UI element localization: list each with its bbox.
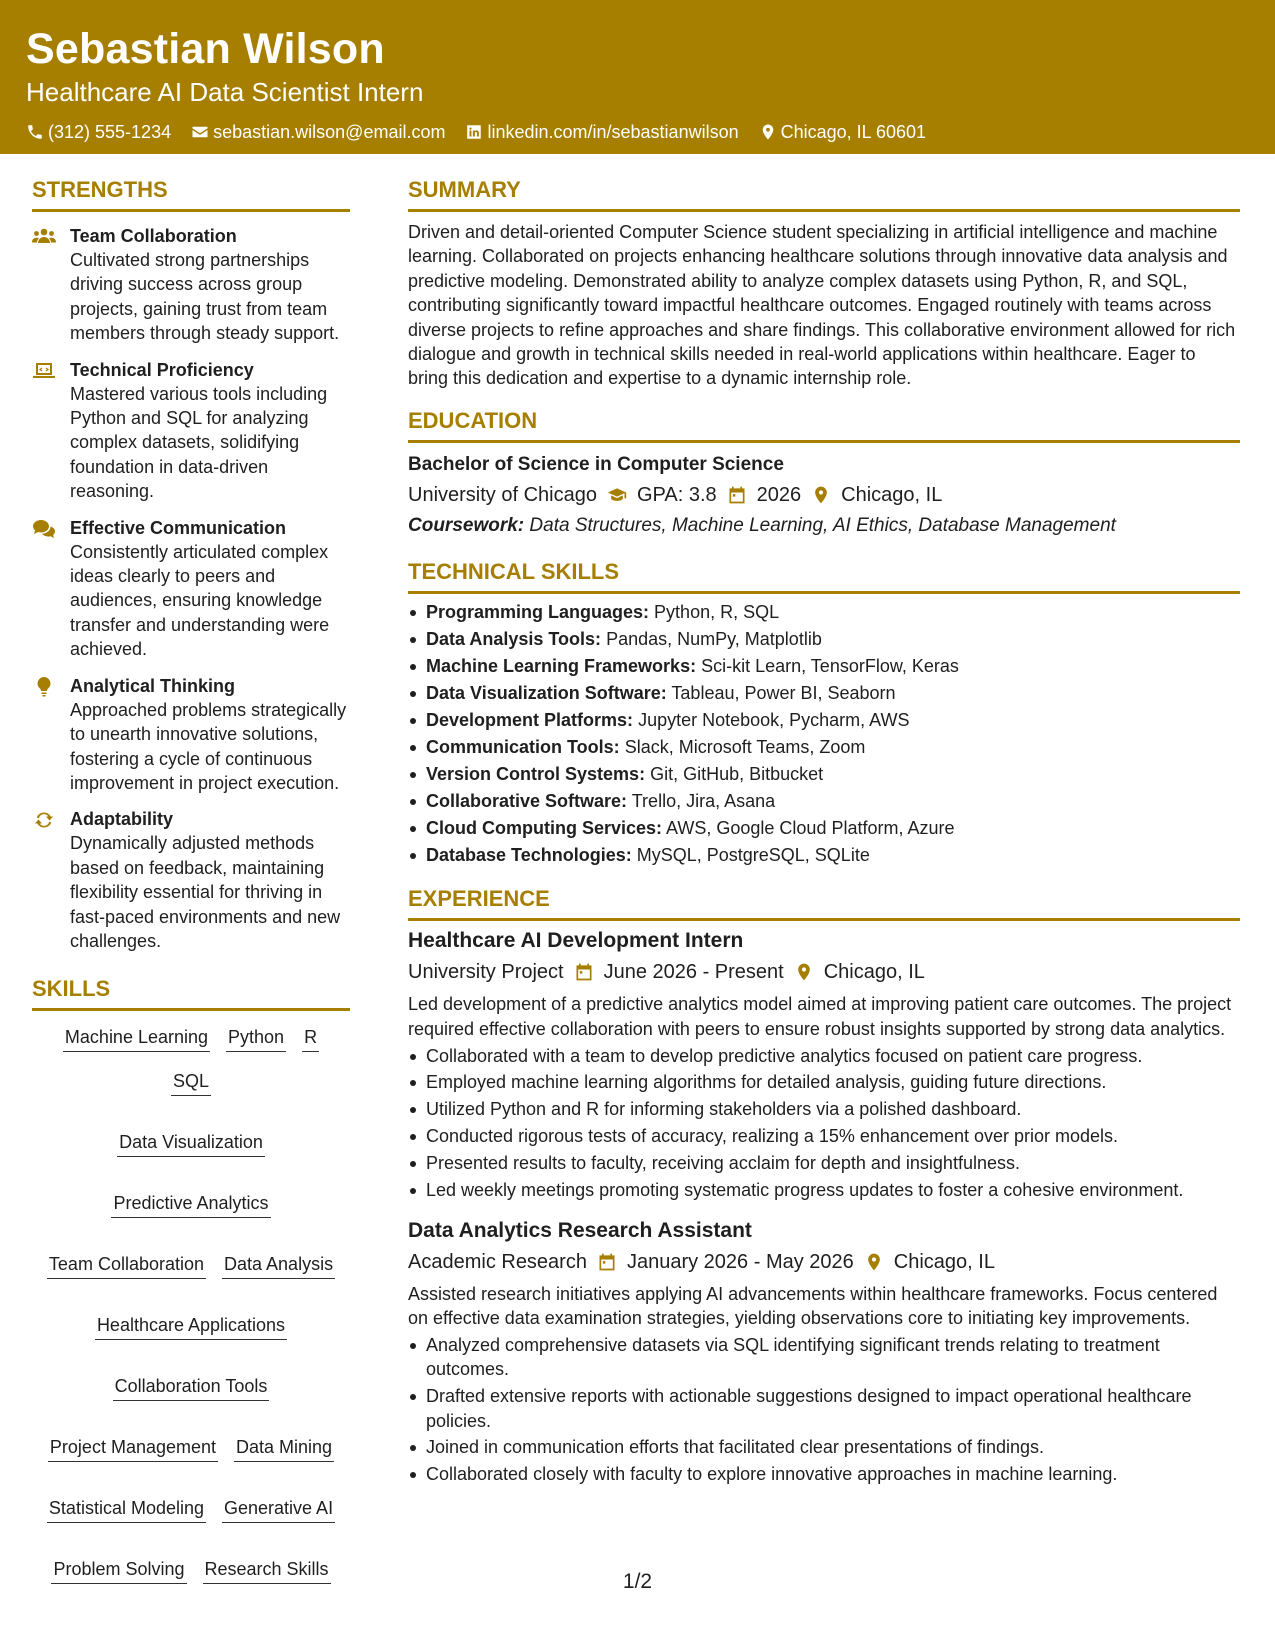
strength-title: Analytical Thinking — [70, 675, 236, 696]
tech-skill-label: Data Analysis Tools: — [426, 628, 602, 649]
tech-skill-label: Programming Languages: — [426, 601, 650, 622]
job-bullet: Drafted extensive reports with actionable suggestions designed to impact operational healthcare policies. — [408, 1384, 1240, 1433]
job-dates-text: January 2026 - May 2026 — [626, 1250, 854, 1273]
contact-location — [759, 120, 926, 144]
lightbulb-icon — [32, 677, 56, 697]
job-org — [408, 1248, 587, 1276]
tech-skill-item — [408, 600, 1240, 624]
phone-text: (312) 555-1234 — [48, 122, 172, 142]
school-name: University of Chicago — [408, 483, 597, 506]
job-org-text: Academic Research — [408, 1250, 587, 1273]
envelope-icon — [191, 123, 209, 141]
strength-item — [32, 358, 350, 504]
strengths-heading: STRENGTHS — [32, 176, 350, 212]
strength-item — [32, 224, 350, 346]
map-pin-icon — [864, 1252, 884, 1272]
gpa — [607, 481, 717, 509]
tech-skill-value: Jupyter Notebook, Pycharm, AWS — [638, 709, 910, 730]
strength-desc: Dynamically adjusted methods based on feedback, maintaining flexibility essential for thriving in fast-paced environments and new challenges. — [70, 833, 341, 951]
education-meta — [408, 481, 1240, 509]
job-bullet: Collaborated closely with faculty to explore innovative approaches in machine learning. — [408, 1462, 1240, 1486]
tech-skill-label: Collaborative Software: — [426, 790, 628, 811]
laptop-icon — [32, 361, 56, 381]
phone-icon — [26, 123, 44, 141]
tech-skill-label: Data Visualization Software: — [426, 682, 667, 703]
job-bullet: Analyzed comprehensive datasets via SQL identifying significant trends relating to treatment outcomes. — [408, 1333, 1240, 1382]
job-bullets — [408, 1333, 1240, 1487]
technical-skills-heading: TECHNICAL SKILLS — [408, 558, 1240, 594]
experience-heading: EXPERIENCE — [408, 885, 1240, 921]
map-pin-icon — [759, 123, 777, 141]
tech-skill-value: Trello, Jira, Asana — [631, 790, 776, 811]
tech-skill-value: Git, GitHub, Bitbucket — [650, 763, 824, 784]
tech-skill-value: Tableau, Power BI, Seaborn — [671, 682, 896, 703]
job-entry — [408, 927, 1240, 1202]
job-meta — [408, 1248, 1240, 1276]
skill-chip: Data Analysis — [222, 1252, 335, 1279]
edu-location-text: Chicago, IL — [841, 483, 943, 506]
job-bullet: Collaborated with a team to develop predictive analytics focused on patient care progress. — [408, 1044, 1240, 1068]
email-text[interactable]: sebastian.wilson@email.com — [213, 122, 446, 142]
strength-desc: Mastered various tools including Python and SQL for analyzing complex datasets, solidifying foundation in data-driven reasoning. — [70, 383, 328, 502]
skill-chip: Generative AI — [222, 1496, 335, 1523]
strength-desc: Approached problems strategically to unearth innovative solutions, fostering a cycle of continuous improvement in project execution. — [70, 699, 347, 793]
tech-skill-item — [408, 843, 1240, 867]
coursework-label: Coursework: — [408, 514, 525, 536]
tech-skill-item — [408, 762, 1240, 786]
sync-icon — [32, 810, 56, 830]
tech-skill-value: Python, R, SQL — [654, 601, 780, 622]
resume-header — [0, 0, 1275, 154]
map-pin-icon — [811, 485, 831, 505]
skill-chip: Data Visualization — [117, 1130, 265, 1157]
strength-desc: Consistently articulated complex ideas clearly to peers and audiences, ensuring knowledge transfer and understanding were achieved. — [70, 541, 330, 660]
tech-skill-value: Slack, Microsoft Teams, Zoom — [624, 736, 866, 757]
job-bullets — [408, 1044, 1240, 1203]
tech-skill-item — [408, 789, 1240, 813]
summary-heading: SUMMARY — [408, 176, 1240, 212]
comments-icon — [32, 519, 56, 539]
tech-skill-value: AWS, Google Cloud Platform, Azure — [666, 817, 955, 838]
skill-chip: Data Mining — [234, 1435, 334, 1462]
location-text: Chicago, IL 60601 — [780, 122, 927, 142]
job-dates — [574, 958, 784, 986]
job-location — [794, 958, 925, 986]
skill-chip: Machine Learning — [63, 1025, 210, 1052]
skill-chip: Healthcare Applications — [95, 1313, 287, 1340]
tech-skill-label: Communication Tools: — [426, 736, 620, 757]
tech-skill-label: Development Platforms: — [426, 709, 634, 730]
tech-skill-value: MySQL, PostgreSQL, SQLite — [636, 844, 870, 865]
skill-chip: Problem Solving — [51, 1557, 186, 1584]
contact-phone — [26, 120, 171, 144]
skill-chip: Project Management — [48, 1435, 218, 1462]
calendar-icon — [727, 485, 747, 505]
skill-chip: Research Skills — [203, 1557, 331, 1584]
school — [408, 481, 597, 509]
tech-skill-item — [408, 816, 1240, 840]
year-text: 2026 — [756, 483, 802, 506]
linkedin-icon — [465, 123, 483, 141]
job-bullet: Led weekly meetings promoting systematic progress updates to foster a cohesive environment. — [408, 1178, 1240, 1202]
strength-title: Effective Communication — [70, 517, 287, 538]
job-location-text: Chicago, IL — [893, 1250, 995, 1273]
strength-item — [32, 674, 350, 796]
tech-skill-label: Database Technologies: — [426, 844, 632, 865]
technical-skills-list — [408, 600, 1240, 867]
strength-desc: Cultivated strong partnerships driving success across group projects, gaining trust from team members through steady support. — [70, 250, 340, 344]
grad-year — [727, 481, 802, 509]
skills-heading: SKILLS — [32, 975, 350, 1011]
skill-chip: SQL — [171, 1069, 211, 1096]
tech-skill-item — [408, 654, 1240, 678]
skills-chips — [32, 1025, 350, 1584]
skill-chip: Statistical Modeling — [47, 1496, 206, 1523]
skill-chip: Collaboration Tools — [113, 1374, 270, 1401]
tech-skill-item — [408, 627, 1240, 651]
candidate-name: Sebastian Wilson — [26, 25, 385, 73]
calendar-icon — [574, 962, 594, 982]
skill-chip: Team Collaboration — [47, 1252, 206, 1279]
tech-skill-label: Version Control Systems: — [426, 763, 646, 784]
job-dates — [597, 1248, 854, 1276]
tech-skill-value: Sci-kit Learn, TensorFlow, Keras — [701, 655, 959, 676]
coursework-list: Data Structures, Machine Learning, AI Ethics, Database Management — [529, 514, 1116, 536]
job-meta — [408, 958, 1240, 986]
strength-title: Adaptability — [70, 809, 174, 830]
linkedin-text[interactable]: linkedin.com/in/sebastianwilson — [487, 122, 739, 142]
job-org — [408, 958, 564, 986]
users-icon — [32, 227, 56, 247]
job-description: Led development of a predictive analytics model aimed at improving patient care outcomes. The project required effective collaboration with peers to ensure robust insights supported by strong data analytics. — [408, 994, 1232, 1039]
page-number: 1/2 — [622, 1570, 653, 1593]
gpa-text: GPA: 3.8 — [636, 483, 717, 506]
tech-skill-item — [408, 735, 1240, 759]
contact-email[interactable] — [191, 120, 445, 144]
tech-skill-label: Machine Learning Frameworks: — [426, 655, 697, 676]
job-bullet: Presented results to faculty, receiving acclaim for depth and insightfulness. — [408, 1151, 1240, 1175]
job-entry — [408, 1217, 1240, 1487]
coursework — [408, 512, 1240, 540]
job-org-text: University Project — [408, 961, 564, 984]
graduation-cap-icon — [607, 485, 627, 505]
job-location — [864, 1248, 995, 1276]
skill-chip: Predictive Analytics — [111, 1191, 270, 1218]
left-column — [32, 176, 350, 1584]
tech-skill-value: Pandas, NumPy, Matplotlib — [606, 628, 822, 649]
strength-item — [32, 807, 350, 953]
tech-skill-item — [408, 708, 1240, 732]
job-bullet: Employed machine learning algorithms for detailed analysis, guiding future directions. — [408, 1070, 1240, 1094]
candidate-role: Healthcare AI Data Scientist Intern — [26, 77, 424, 107]
job-location-text: Chicago, IL — [823, 961, 925, 984]
strength-title: Technical Proficiency — [70, 359, 254, 380]
strength-item — [32, 516, 350, 662]
tech-skill-label: Cloud Computing Services: — [426, 817, 663, 838]
skill-chip: R — [302, 1025, 319, 1052]
calendar-icon — [597, 1252, 617, 1272]
degree: Bachelor of Science in Computer Science — [408, 453, 784, 475]
summary-text: Driven and detail-oriented Computer Science student specializing in artificial intelligence and machine learning. Collaborated on projects enhancing healthcare solutions through innovative data analysis and predictive modeling. Demonstrated ability to analyze complex datasets using Python, R, and SQL, contributing significantly toward impactful healthcare outcomes. Engaged routinely with teams across diverse projects to refine approaches and share findings. This collaborative environment allowed for rich dialogue and growth in technical skills needed in real-world applications within healthcare. Eager to bring this dedication and expertise to a dynamic internship role. — [408, 222, 1236, 389]
job-bullet: Conducted rigorous tests of accuracy, realizing a 15% enhancement over prior models. — [408, 1124, 1240, 1148]
job-dates-text: June 2026 - Present — [603, 961, 784, 984]
job-bullet: Joined in communication efforts that facilitated clear presentations of findings. — [408, 1435, 1240, 1459]
job-title: Data Analytics Research Assistant — [408, 1218, 752, 1242]
education-heading: EDUCATION — [408, 407, 1240, 443]
map-pin-icon — [794, 962, 814, 982]
job-bullet: Utilized Python and R for informing stakeholders via a polished dashboard. — [408, 1097, 1240, 1121]
edu-location — [811, 481, 942, 509]
contact-linkedin[interactable] — [465, 120, 738, 144]
job-title: Healthcare AI Development Intern — [408, 929, 744, 953]
contact-row — [26, 120, 1249, 144]
tech-skill-item — [408, 681, 1240, 705]
right-column — [408, 176, 1240, 1487]
job-description: Assisted research initiatives applying AI advancements within healthcare frameworks. Focus centered on effective data examination strategies, yielding observations core to initiating key improvements. — [408, 1283, 1218, 1328]
strength-title: Team Collaboration — [70, 226, 237, 246]
skill-chip: Python — [226, 1025, 286, 1052]
